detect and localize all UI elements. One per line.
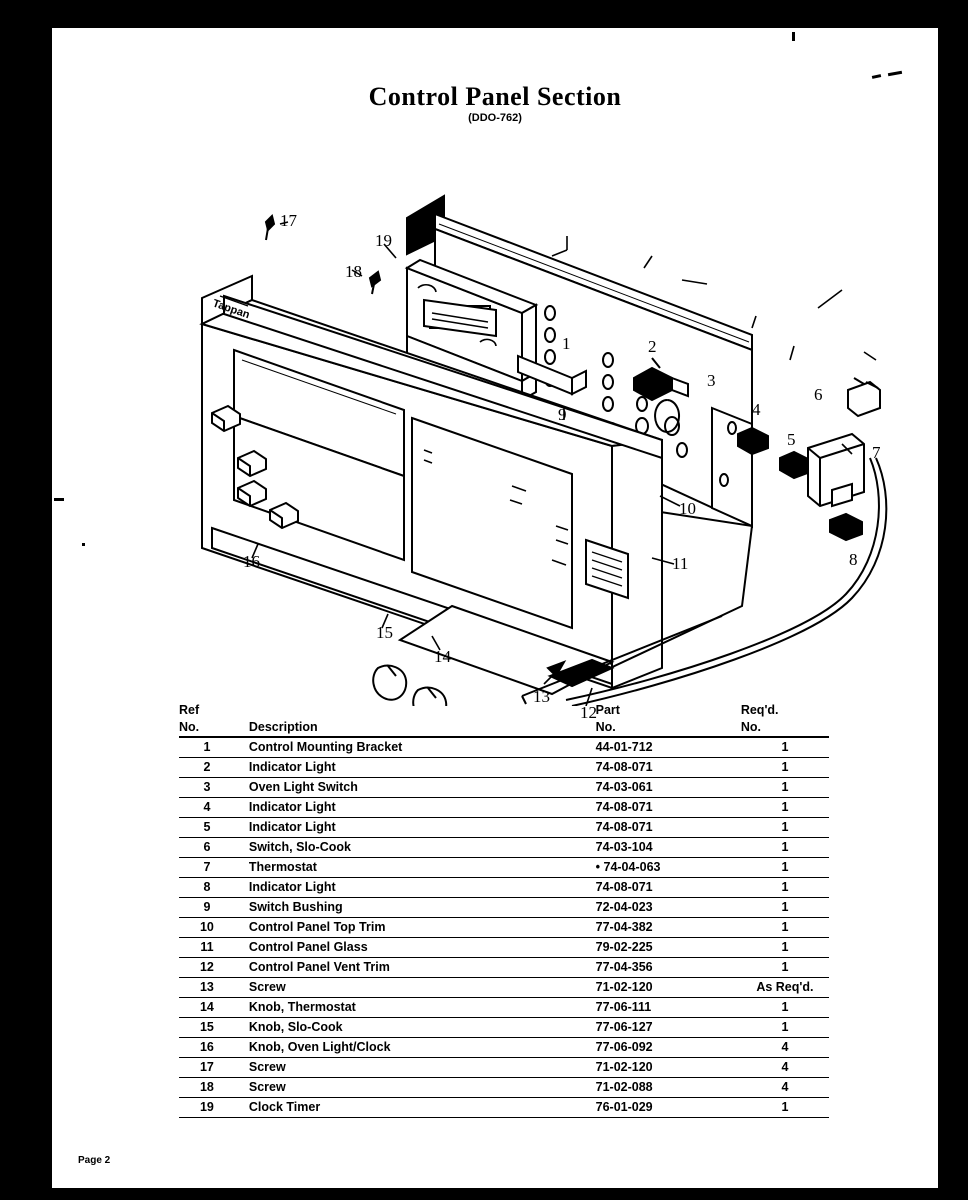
header-description: Description xyxy=(235,720,590,738)
cell-required: 1 xyxy=(741,918,829,938)
callout-5: 5 xyxy=(787,430,796,449)
callout-1: 1 xyxy=(562,334,571,353)
cell-ref: 9 xyxy=(179,898,235,918)
table-row xyxy=(179,778,829,798)
cell-part-number: 77-04-356 xyxy=(590,958,741,978)
table-row xyxy=(179,918,829,938)
cell-description: Thermostat xyxy=(235,858,590,878)
page-footer: Page 2 xyxy=(78,1155,111,1166)
table-row xyxy=(179,858,829,878)
table-row xyxy=(179,958,829,978)
callout-18: 18 xyxy=(345,262,362,281)
cell-required: 1 xyxy=(741,1098,829,1118)
table-row xyxy=(179,1098,829,1118)
cell-ref: 7 xyxy=(179,858,235,878)
callout-10: 10 xyxy=(679,499,696,518)
header-description-spacer xyxy=(235,703,590,720)
callout-6: 6 xyxy=(814,385,823,404)
cell-part-number: 74-03-104 xyxy=(590,838,741,858)
parts-table-container xyxy=(179,703,829,1118)
cell-part-number: 77-06-127 xyxy=(590,1018,741,1038)
header-part-line1: Part xyxy=(595,703,620,717)
callout-14: 14 xyxy=(434,647,451,666)
cell-part-number: 71-02-088 xyxy=(590,1078,741,1098)
cell-description: Clock Timer xyxy=(235,1098,590,1118)
cell-description: Switch Bushing xyxy=(235,898,590,918)
table-header-row-2 xyxy=(179,720,829,738)
scan-artifact xyxy=(888,71,902,76)
cell-description: Indicator Light xyxy=(235,818,590,838)
cell-ref: 4 xyxy=(179,798,235,818)
cell-description: Indicator Light xyxy=(235,798,590,818)
cell-required: 1 xyxy=(741,838,829,858)
cell-part-number: 77-04-382 xyxy=(590,918,741,938)
callout-3: 3 xyxy=(707,371,716,390)
callout-19: 19 xyxy=(375,231,392,250)
cell-part-number: 79-02-225 xyxy=(590,938,741,958)
cell-required: 1 xyxy=(741,778,829,798)
cell-part-number: 74-08-071 xyxy=(590,798,741,818)
scan-artifact xyxy=(872,74,881,79)
parts-table-head xyxy=(179,703,829,737)
cell-part-number: 71-02-120 xyxy=(590,978,741,998)
callout-4: 4 xyxy=(752,400,761,419)
callout-17: 17 xyxy=(280,211,297,230)
header-ref-line2: No. xyxy=(179,720,235,738)
cell-part-number: 44-01-712 xyxy=(590,737,741,758)
cell-part-number: 77-06-092 xyxy=(590,1038,741,1058)
cell-required: 1 xyxy=(741,1018,829,1038)
cell-ref: 5 xyxy=(179,818,235,838)
cell-ref: 18 xyxy=(179,1078,235,1098)
model-code: (DDO-762) xyxy=(468,112,522,124)
cell-ref: 1 xyxy=(179,737,235,758)
header-ref-line1: Ref xyxy=(179,703,200,717)
table-row xyxy=(179,798,829,818)
table-row xyxy=(179,938,829,958)
cell-ref: 15 xyxy=(179,1018,235,1038)
cell-required: 1 xyxy=(741,878,829,898)
table-row xyxy=(179,878,829,898)
callout-9: 9 xyxy=(558,405,567,424)
cell-description: Indicator Light xyxy=(235,878,590,898)
scan-artifact xyxy=(82,543,85,546)
callout-2: 2 xyxy=(648,337,657,356)
table-row xyxy=(179,818,829,838)
table-row xyxy=(179,978,829,998)
callout-11: 11 xyxy=(672,554,689,573)
svg-text:Tappan: Tappan xyxy=(211,297,252,322)
cell-description: Screw xyxy=(235,1078,590,1098)
cell-part-number: 74-08-071 xyxy=(590,878,741,898)
cell-required: 4 xyxy=(741,1078,829,1098)
cell-description: Control Panel Glass xyxy=(235,938,590,958)
cell-part-number: 77-06-111 xyxy=(590,998,741,1018)
scan-artifact xyxy=(54,498,64,501)
cell-part-number: 74-08-071 xyxy=(590,758,741,778)
table-row xyxy=(179,1058,829,1078)
callout-16: 16 xyxy=(243,552,260,571)
cell-ref: 11 xyxy=(179,938,235,958)
table-row xyxy=(179,838,829,858)
page-title: Control Panel Section xyxy=(368,82,622,111)
cell-required: 1 xyxy=(741,758,829,778)
callout-15: 15 xyxy=(376,623,393,642)
cell-part-number: 74-03-061 xyxy=(590,778,741,798)
table-row xyxy=(179,1038,829,1058)
table-row xyxy=(179,737,829,758)
cell-ref: 10 xyxy=(179,918,235,938)
cell-ref: 6 xyxy=(179,838,235,858)
cell-required: 1 xyxy=(741,958,829,978)
cell-ref: 12 xyxy=(179,958,235,978)
cell-required: 1 xyxy=(741,737,829,758)
cell-description: Knob, Thermostat xyxy=(235,998,590,1018)
cell-required: 4 xyxy=(741,1058,829,1078)
cell-description: Knob, Slo-Cook xyxy=(235,1018,590,1038)
cell-part-number: • 74-04-063 xyxy=(590,858,741,878)
header-req-line2: No. xyxy=(741,720,829,738)
scan-artifact xyxy=(792,32,795,41)
cell-description: Control Panel Vent Trim xyxy=(235,958,590,978)
callout-13: 13 xyxy=(533,687,550,706)
cell-required: 1 xyxy=(741,818,829,838)
cell-required: 4 xyxy=(741,1038,829,1058)
cell-description: Indicator Light xyxy=(235,758,590,778)
cell-ref: 8 xyxy=(179,878,235,898)
cell-description: Knob, Oven Light/Clock xyxy=(235,1038,590,1058)
cell-description: Screw xyxy=(235,978,590,998)
document-page xyxy=(52,28,938,1188)
table-row xyxy=(179,1018,829,1038)
table-row xyxy=(179,758,829,778)
table-row xyxy=(179,998,829,1018)
header-req-line1: Req'd. xyxy=(740,703,779,717)
cell-description: Control Mounting Bracket xyxy=(235,737,590,758)
cell-ref: 14 xyxy=(179,998,235,1018)
cell-ref: 13 xyxy=(179,978,235,998)
cell-required: As Req'd. xyxy=(741,978,829,998)
cell-required: 1 xyxy=(741,798,829,818)
cell-part-number: 72-04-023 xyxy=(590,898,741,918)
cell-required: 1 xyxy=(741,998,829,1018)
table-row xyxy=(179,898,829,918)
cell-part-number: 74-08-071 xyxy=(590,818,741,838)
cell-description: Control Panel Top Trim xyxy=(235,918,590,938)
cell-part-number: 76-01-029 xyxy=(590,1098,741,1118)
callout-8: 8 xyxy=(849,550,858,569)
cell-required: 1 xyxy=(741,938,829,958)
cell-ref: 3 xyxy=(179,778,235,798)
cell-ref: 16 xyxy=(179,1038,235,1058)
cell-description: Screw xyxy=(235,1058,590,1078)
cell-ref: 2 xyxy=(179,758,235,778)
callout-12: 12 xyxy=(580,703,597,722)
cell-required: 1 xyxy=(741,898,829,918)
cell-ref: 17 xyxy=(179,1058,235,1078)
cell-required: 1 xyxy=(741,858,829,878)
callout-7: 7 xyxy=(872,443,881,462)
parts-table-body xyxy=(179,737,829,1118)
table-header-row-1 xyxy=(179,703,829,720)
cell-ref: 19 xyxy=(179,1098,235,1118)
header-part-line2: No. xyxy=(590,720,741,738)
cell-description: Oven Light Switch xyxy=(235,778,590,798)
table-row xyxy=(179,1078,829,1098)
cell-part-number: 71-02-120 xyxy=(590,1058,741,1078)
cell-description: Switch, Slo-Cook xyxy=(235,838,590,858)
parts-table xyxy=(179,703,829,1118)
